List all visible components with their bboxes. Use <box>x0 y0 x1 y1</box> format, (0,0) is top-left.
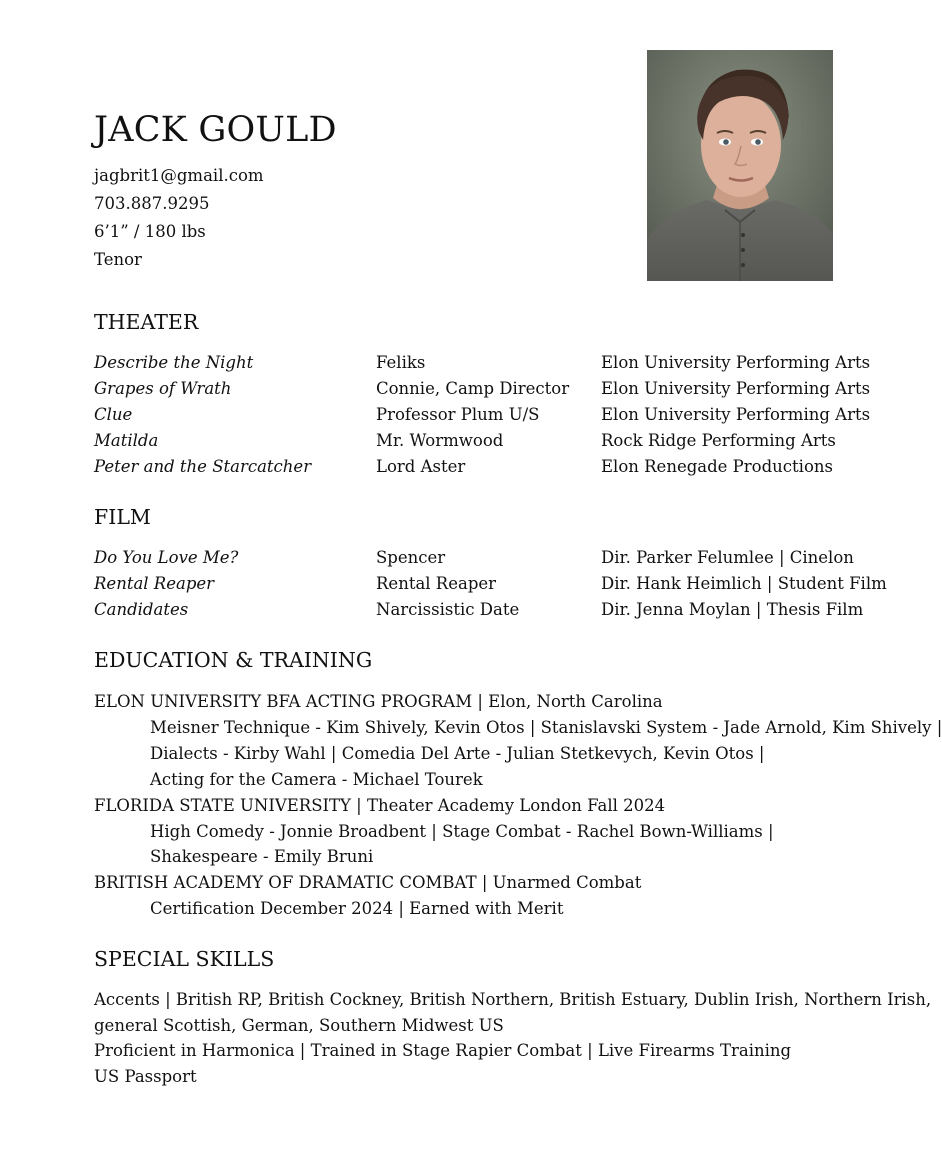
credit-row <box>0 376 942 402</box>
credit-company: Rock Ridge Performing Arts <box>601 431 836 450</box>
credit-role: Narcissistic Date <box>376 600 520 619</box>
school-name: BRITISH ACADEMY OF DRAMATIC COMBAT | Unarmed Combat <box>94 873 642 893</box>
credit-company: Dir. Parker Felumlee | Cinelon <box>601 548 854 567</box>
credit-row <box>0 454 942 480</box>
contact-block <box>94 162 264 274</box>
credit-title: Grapes of Wrath <box>94 379 232 398</box>
credit-title: Peter and the Starcatcher <box>94 457 312 476</box>
credit-role: Spencer <box>376 548 446 567</box>
credit-company: Dir. Hank Heimlich | Student Film <box>601 574 887 593</box>
training-detail: Certification December 2024 | Earned with Merit <box>150 899 564 919</box>
education-line <box>0 870 942 896</box>
credit-title: Describe the Night <box>94 353 254 372</box>
credit-row <box>0 350 942 376</box>
section-heading-skills: SPECIAL SKILLS <box>94 947 275 971</box>
training-detail: Acting for the Camera - Michael Tourek <box>150 769 483 789</box>
height-weight: 6’1” / 180 lbs <box>94 222 206 241</box>
skill-line: Accents | British RP, British Cockney, British Northern, British Estuary, Dublin Irish, Northern Irish, <box>94 990 932 1009</box>
credit-title: Clue <box>94 405 133 424</box>
phone: 703.887.9295 <box>94 194 210 213</box>
training-detail: Dialects - Kirby Wahl | Comedia Del Arte - Julian Stetkevych, Kevin Otos | <box>150 743 765 763</box>
education-line <box>0 896 942 922</box>
skill-line: general Scottish, German, Southern Midwest US <box>94 1015 504 1035</box>
credit-row <box>0 571 942 597</box>
actor-name: JACK GOULD <box>94 110 337 150</box>
credit-company: Elon University Performing Arts <box>601 379 871 398</box>
education-line <box>0 715 942 741</box>
school-name: FLORIDA STATE UNIVERSITY | Theater Academy London Fall 2024 <box>94 795 666 815</box>
credit-company: Elon University Performing Arts <box>601 353 871 372</box>
education-line <box>0 819 942 845</box>
credit-company: Dir. Jenna Moylan | Thesis Film <box>601 600 864 619</box>
headshot-photo <box>647 50 833 281</box>
credit-title: Candidates <box>94 600 189 619</box>
credit-role: Connie, Camp Director <box>376 379 570 398</box>
credit-title: Matilda <box>94 431 159 450</box>
section-heading-education: EDUCATION & TRAINING <box>94 648 373 672</box>
credit-row <box>0 402 942 428</box>
skill-line: US Passport <box>94 1067 197 1087</box>
credit-role: Rental Reaper <box>376 574 497 593</box>
credit-row <box>0 428 942 454</box>
credit-row <box>0 597 942 623</box>
school-name: ELON UNIVERSITY BFA ACTING PROGRAM | Elon, North Carolina <box>94 692 663 711</box>
credit-title: Do You Love Me? <box>94 548 239 567</box>
credit-role: Feliks <box>376 353 426 372</box>
email[interactable]: jagbrit1@gmail.com <box>94 166 264 185</box>
credit-row <box>0 545 942 571</box>
education-line <box>0 844 942 870</box>
credit-role: Mr. Wormwood <box>376 431 504 450</box>
training-detail: Meisner Technique - Kim Shively, Kevin Otos | Stanislavski System - Jade Arnold, Kim Shively | <box>150 717 942 737</box>
voice-type: Tenor <box>94 250 142 269</box>
credit-role: Lord Aster <box>376 457 466 476</box>
education-line <box>0 741 942 767</box>
credit-role: Professor Plum U/S <box>376 405 540 424</box>
section-heading-theater: THEATER <box>94 310 199 334</box>
training-detail: High Comedy - Jonnie Broadbent | Stage Combat - Rachel Bown-Williams | <box>150 821 774 841</box>
training-detail: Shakespeare - Emily Bruni <box>150 847 374 867</box>
education-line <box>0 767 942 793</box>
education-line <box>0 793 942 819</box>
credit-company: Elon Renegade Productions <box>601 457 833 476</box>
section-heading-film: FILM <box>94 505 151 529</box>
education-line <box>0 689 942 715</box>
credit-company: Elon University Performing Arts <box>601 405 871 424</box>
credit-title: Rental Reaper <box>94 574 215 593</box>
skill-line: Proficient in Harmonica | Trained in Stage Rapier Combat | Live Firearms Training <box>94 1041 792 1061</box>
